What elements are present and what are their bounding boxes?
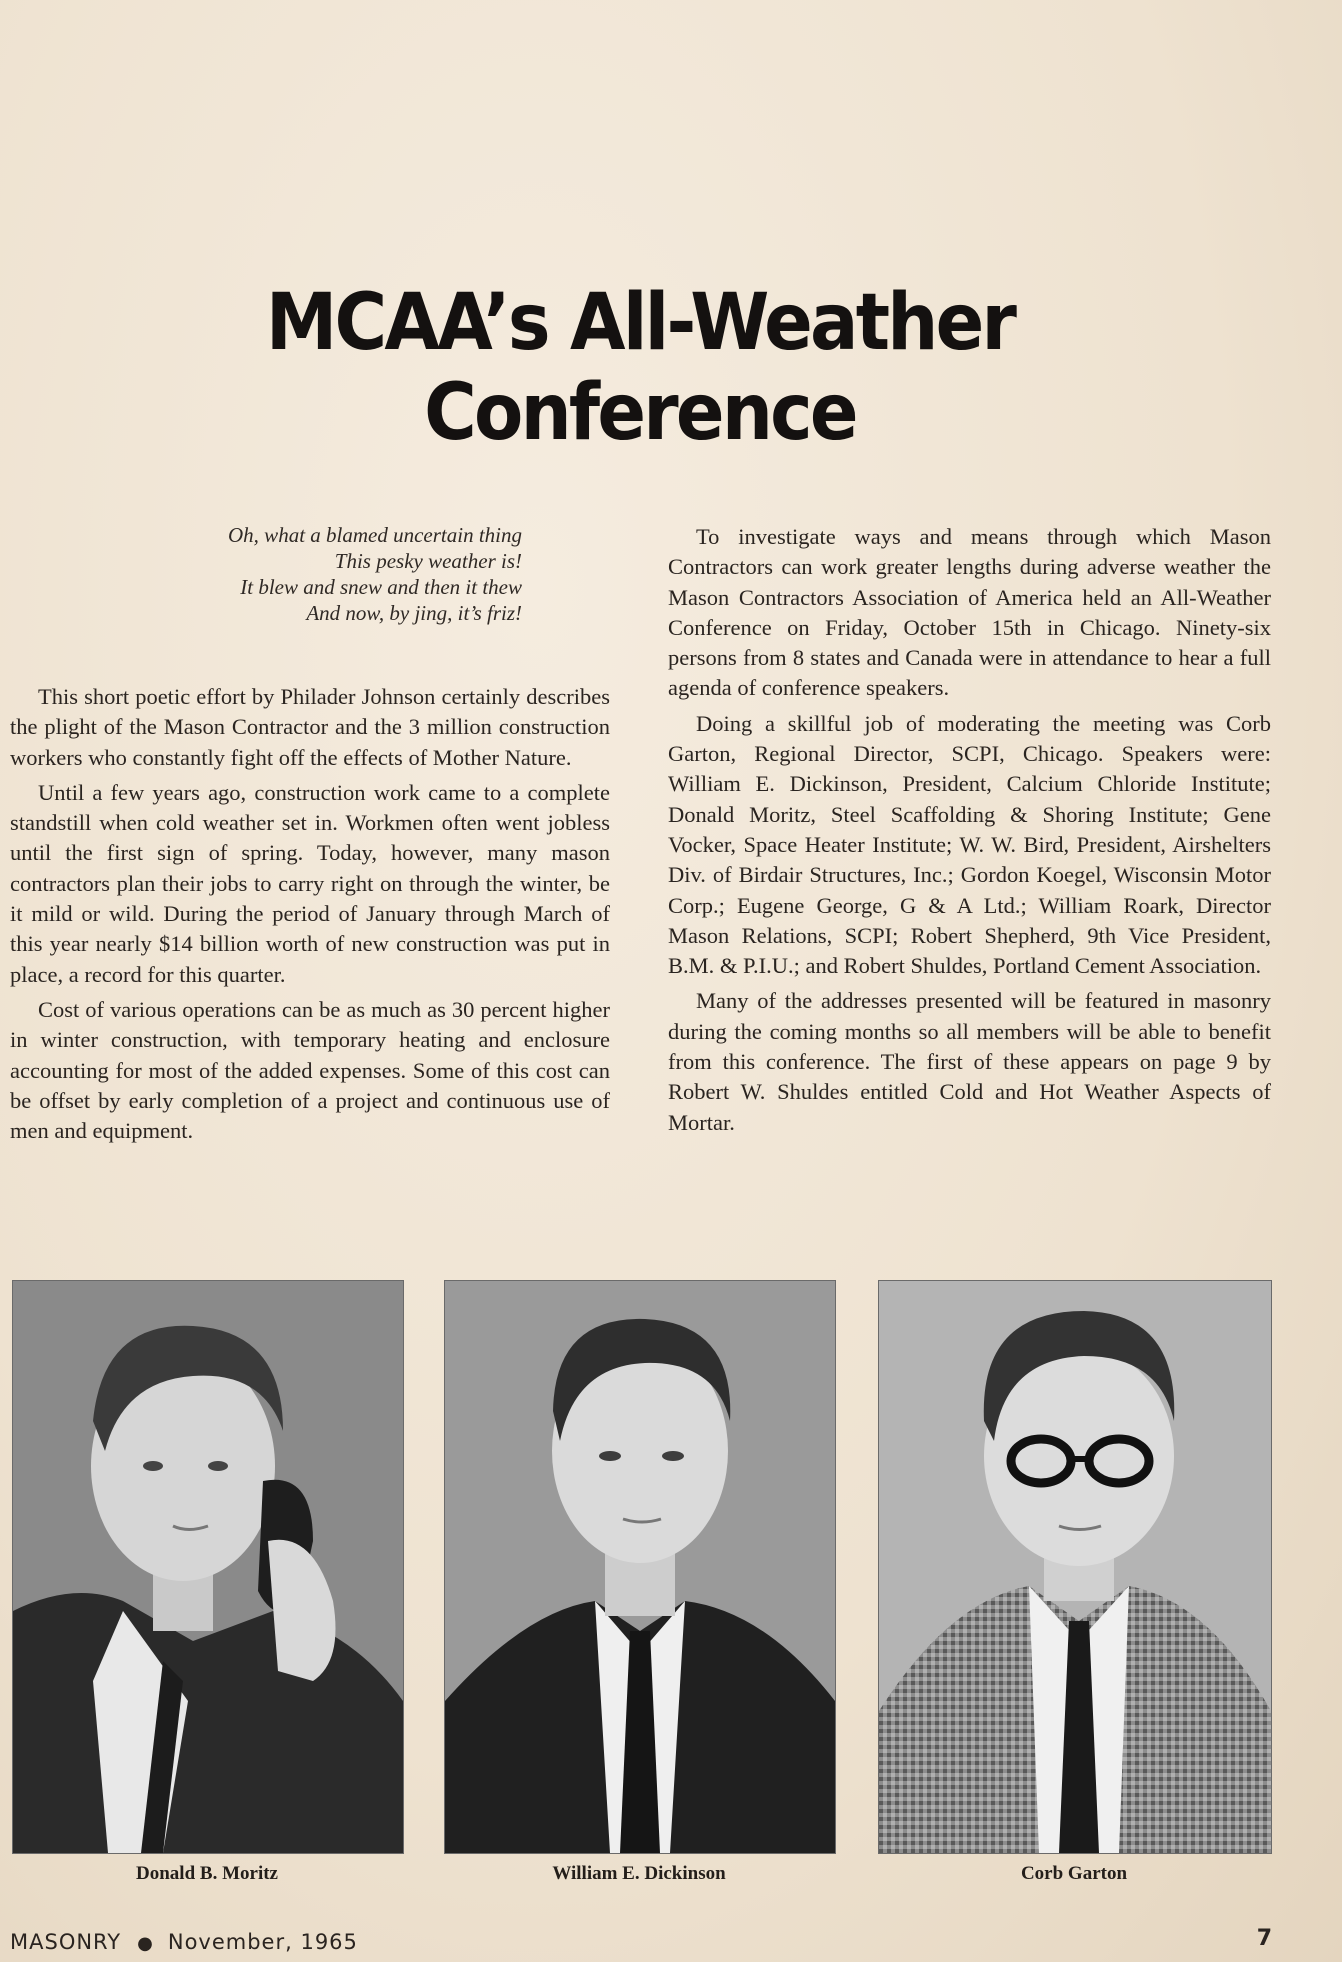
poem-line: And now, by jing, it’s friz! — [306, 601, 522, 625]
page-footer — [10, 1930, 358, 1954]
bullet-icon: ● — [137, 1933, 154, 1954]
paragraph: Until a few years ago, construction work came to a complete standstill when cold weather set in. Workmen often went jobless until the first sign of spring. Today, however, many mason contractors plan their jobs to carry right on through the winter, be it mild or wild. During the period of January through March of this year nearly $14 billion worth of new construction was put in place, a record for this quarter. — [10, 779, 610, 987]
paragraph: Cost of various operations can be as much as 30 percent higher in winter construction, with temporary heating and enclosure accounting for most of the added expenses. Some of this cost can be offset by early completion of a project and continuous use of men and equipment. — [10, 996, 610, 1144]
photo-caption: Corb Garton — [1020, 1863, 1128, 1884]
paragraph: To investigate ways and means through which Mason Contractors can work greater lengths during adverse weather the Mason Contractors Association of America held an All-Weather Conference on Friday, October 15th in Chicago. Ninety-six persons from 8 states and Canada were in attendance to hear a full agenda of conference speakers. — [668, 524, 1271, 701]
poem-line: This pesky weather is! — [334, 549, 522, 573]
photo-william-dickinson — [444, 1280, 836, 1854]
paragraph: This short poetic effort by Philader Johnson certainly describes the plight of the Mason Contractor and the 3 million construction workers who constantly fight off the effects of Mother Nature. — [10, 684, 610, 770]
article-title: MCAA’s All-Weather Conference — [265, 278, 1015, 458]
epigraph-poem — [140, 522, 522, 626]
paragraph: Doing a skillful job of moderating the meeting was Corb Garton, Regional Director, SCPI, Chicago. Speakers were: William E. Dickinson, President, Calcium Chloride Institute; Donald Moritz, Steel Scaffolding & Shoring Institute; Gene Vocker, Space Heater Institute; W. W. Bird, President, Airshelters Div. of Birdair Structures, Inc.; Gordon Koegel, Wisconsin Motor Corp.; Eugene George, G & A Ltd.; William Roark, Director Mason Relations, SCPI; Robert Shepherd, 9th Vice President, B.M. & P.I.U.; and Robert Shuldes, Portland Cement Association. — [668, 710, 1271, 979]
photo-caption: William E. Dickinson — [552, 1863, 726, 1884]
poem-line: Oh, what a blamed uncertain thing — [228, 523, 522, 547]
page-number: 7 — [1256, 1926, 1272, 1951]
paragraph: Many of the addresses presented will be featured in masonry during the coming months so all members will be able to benefit from this conference. The first of these appears on page 9 by Robert W. Shuldes entitled Cold and Hot Weather Aspects of Mortar. — [668, 988, 1271, 1135]
poem-line: It blew and snew and then it thew — [240, 575, 522, 599]
photo-caption: Donald B. Moritz — [136, 1863, 278, 1884]
publication-name: MASONRY — [10, 1930, 122, 1954]
photo-donald-moritz — [12, 1280, 404, 1854]
portrait-glasses-icon — [879, 1281, 1271, 1853]
issue-date: November, 1965 — [167, 1930, 358, 1954]
photo-corb-garton — [878, 1280, 1272, 1854]
right-column — [668, 522, 1271, 1143]
portrait-icon — [445, 1281, 835, 1853]
left-column — [10, 682, 610, 1151]
portrait-phone-icon — [13, 1281, 403, 1853]
